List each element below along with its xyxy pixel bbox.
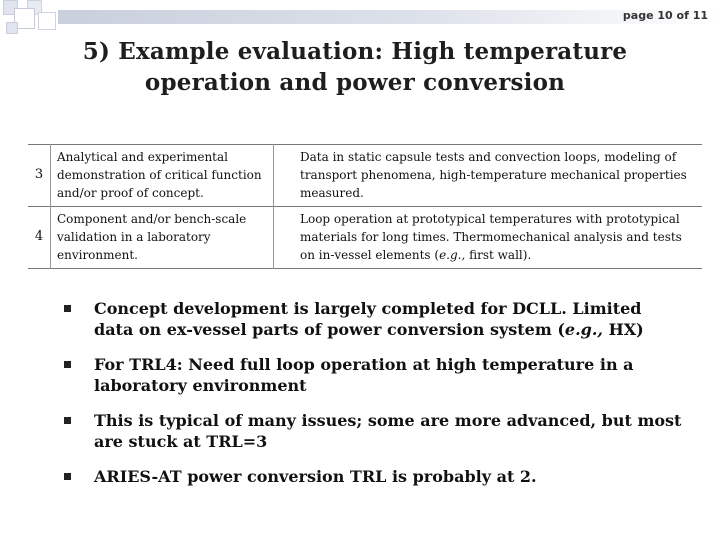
decor-square — [38, 12, 56, 30]
bullet-italic: e.g., — [564, 320, 603, 339]
trl-description: Analytical and experimental demonstration of critical function and/or proof of concept. — [51, 145, 274, 207]
square-bullet-icon — [64, 417, 71, 424]
decor-square — [6, 22, 18, 34]
trl-level: 3 — [34, 167, 44, 182]
table-row — [28, 207, 702, 269]
title-line-1: 5) Example evaluation: High temperature — [82, 38, 628, 65]
bullet-item — [62, 410, 682, 452]
trl-table — [28, 144, 702, 269]
square-bullet-icon — [64, 305, 71, 312]
trl-description: Component and/or bench-scale validation in a laboratory environment. — [51, 207, 274, 269]
table-row — [28, 145, 702, 207]
bullet-text: This is typical of many issues; some are more advanced, but most are stuck at TRL=3 — [94, 411, 682, 451]
bullet-text: ARIES-AT power conversion TRL is probably at 2. — [94, 467, 537, 486]
trl-evidence — [274, 207, 703, 269]
bullet-text: HX) — [603, 320, 644, 339]
trl-level: 4 — [34, 229, 44, 244]
bullet-item — [62, 298, 682, 340]
bullet-item — [62, 466, 682, 487]
title-line-2: operation and power conversion — [144, 69, 566, 96]
slide-title — [30, 36, 680, 98]
bullet-list — [62, 298, 682, 501]
trl-evidence: Data in static capsule tests and convection loops, modeling of transport phenomena, high-temperature mechanical properties measured. — [300, 150, 687, 200]
header-bar — [58, 10, 720, 24]
evidence-text: Loop operation at prototypical temperatures with prototypical materials for long times. Thermomechanical analysis and tests on in-vessel elements ( — [300, 212, 682, 262]
evidence-italic: e.g., — [439, 248, 466, 262]
bullet-text: Concept development is largely completed for DCLL. Limited data on ex-vessel parts of power conversion system ( — [94, 299, 642, 339]
bullet-text: For TRL4: Need full loop operation at high temperature in a laboratory environment — [94, 355, 634, 395]
square-bullet-icon — [64, 361, 71, 368]
bullet-item — [62, 354, 682, 396]
evidence-text: first wall). — [465, 248, 532, 262]
square-bullet-icon — [64, 473, 71, 480]
page-number: page 10 of 11 — [622, 9, 708, 22]
